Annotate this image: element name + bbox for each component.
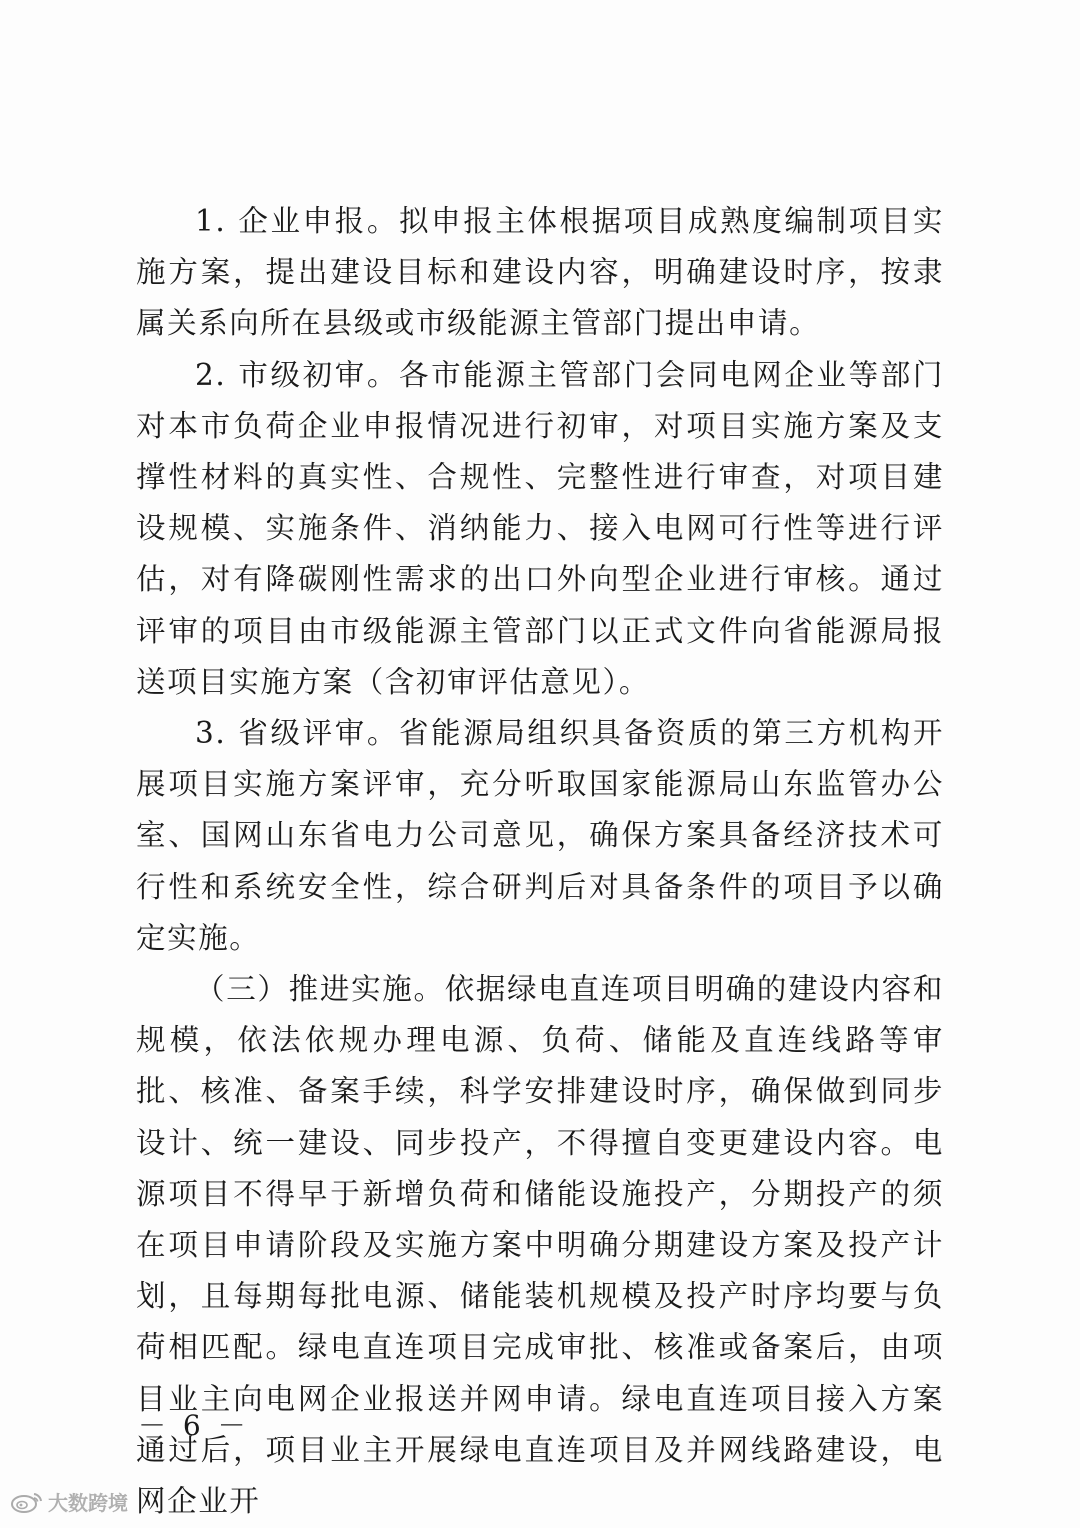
weibo-logo-icon [10, 1488, 44, 1514]
page-number: － 6 － [138, 1409, 250, 1442]
paragraph-provincial-review: 3. 省级评审。省能源局组织具备资质的第三方机构开展项目实施方案评审，充分听取国家能源局山东监管办公室、国网山东省电力公司意见，确保方案具备经济技术可行性和系统安全性，综合研判后对具备条件的项目予以确定实施。 [136, 716, 944, 955]
paragraph-municipal-preliminary-review: 2. 市级初审。各市能源主管部门会同电网企业等部门对本市负荷企业申报情况进行初审，对项目实施方案及支撑性材料的真实性、合规性、完整性进行审查，对项目建设规模、实施条件、消纳能力、接入电网可行性等进行评估，对有降碳刚性需求的出口外向型企业进行审核。通过评审的项目由市级能源主管部门以正式文件向省能源局报送项目实施方案（含初审评估意见）。 [136, 357, 944, 699]
document-body [136, 196, 944, 1527]
watermark-text: 大数跨境 [48, 1490, 128, 1515]
paragraph-enterprise-application: 1. 企业申报。拟申报主体根据项目成熟度编制项目实施方案，提出建设目标和建设内容，明确建设时序，按隶属关系向所在县级或市级能源主管部门提出申请。 [136, 204, 944, 341]
watermark [10, 1486, 128, 1516]
paragraph-implementation: （三）推进实施。依据绿电直连项目明确的建设内容和规模，依法依规办理电源、负荷、储能及直连线路等审批、核准、备案手续，科学安排建设时序，确保做到同步设计、统一建设、同步投产，不得擅自变更建设内容。电源项目不得早于新增负荷和储能设施投产，分期投产的须在项目申请阶段及实施方案中明确分期建设方案及投产计划，且每期每批电源、储能装机规模及投产时序均要与负荷相匹配。绿电直连项目完成审批、核准或备案后，由项目业主向电网企业报送并网申请。绿电直连项目接入方案通过后，项目业主开展绿电直连项目及并网线路建设，电网企业开 [136, 972, 944, 1519]
